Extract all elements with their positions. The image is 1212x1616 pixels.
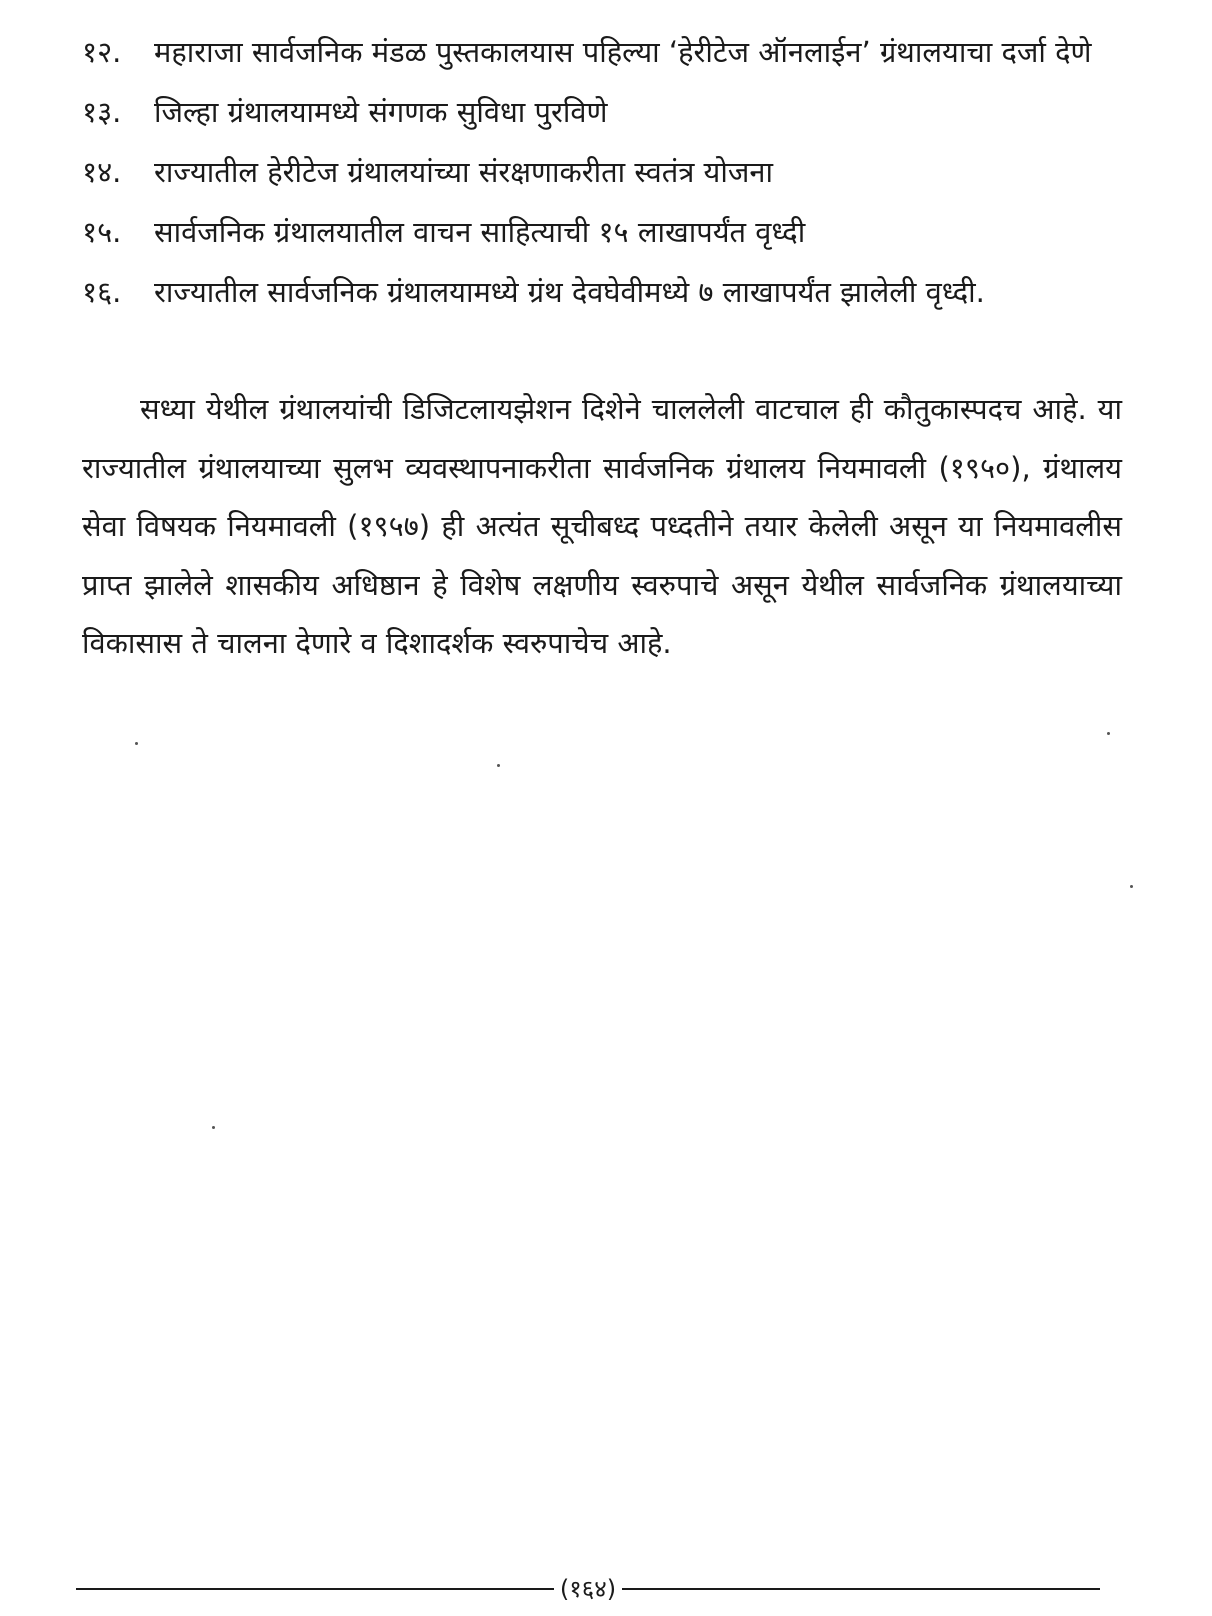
list-item-number: १२. [82,35,122,69]
list-item-number: १३. [82,95,122,129]
body-paragraph: सध्या येथील ग्रंथालयांची डिजिटलायझेशन दिशेने चाललेली वाटचाल ही कौतुकास्पदच आहे. या राज्यातील ग्रंथालयाच्या सुलभ व्यवस्थापनाकरीता सार्वजनिक ग्रंथालय नियमावली (१९५०), ग्रंथालय सेवा विषयक नियमावली (१९५७) ही अत्यंत सूचीबध्द पध्दतीने तयार केलेली असून या नियमावलीस प्राप्त झालेले शासकीय अधिष्ठान हे विशेष लक्षणीय स्वरुपाचे असून येथील सार्वजनिक ग्रंथालयाच्या विकासास ते चालना देणारे व दिशादर्शक स्वरुपाचेच आहे. [82,392,1122,660]
scan-speck [212,1126,215,1129]
list-item [82,144,1122,200]
list-item [82,84,1122,140]
list-item-text: महाराजा सार्वजनिक मंडळ पुस्तकालयास पहिल्या ‘हेरीटेज ऑनलाईन’ ग्रंथालयाचा दर्जा देणे [154,35,1092,69]
list-item-text: जिल्हा ग्रंथालयामध्ये संगणक सुविधा पुरविणे [154,95,608,129]
footer-rule-right [622,1588,1100,1590]
list-item [82,264,1122,320]
list-item-text: राज्यातील सार्वजनिक ग्रंथालयामध्ये ग्रंथ देवघेवीमध्ये ७ लाखापर्यंत झालेली वृध्दी. [154,275,985,309]
scan-speck [135,742,138,745]
list-item-text: सार्वजनिक ग्रंथालयातील वाचन साहित्याची १५ लाखापर्यंत वृध्दी [154,215,806,249]
scan-speck [1107,732,1110,735]
page-number: (१६४) [559,1575,617,1603]
page-footer [76,1574,1100,1604]
numbered-list [82,24,1122,324]
footer-rule-left [76,1588,554,1590]
list-item [82,204,1122,260]
scan-speck [1130,885,1133,888]
list-item-number: १५. [82,215,122,249]
list-item-number: १६. [82,275,122,309]
list-item [82,24,1122,80]
list-item-text: राज्यातील हेरीटेज ग्रंथालयांच्या संरक्षणाकरीता स्वतंत्र योजना [154,155,774,189]
list-item-number: १४. [82,155,122,189]
scan-speck [497,764,500,767]
